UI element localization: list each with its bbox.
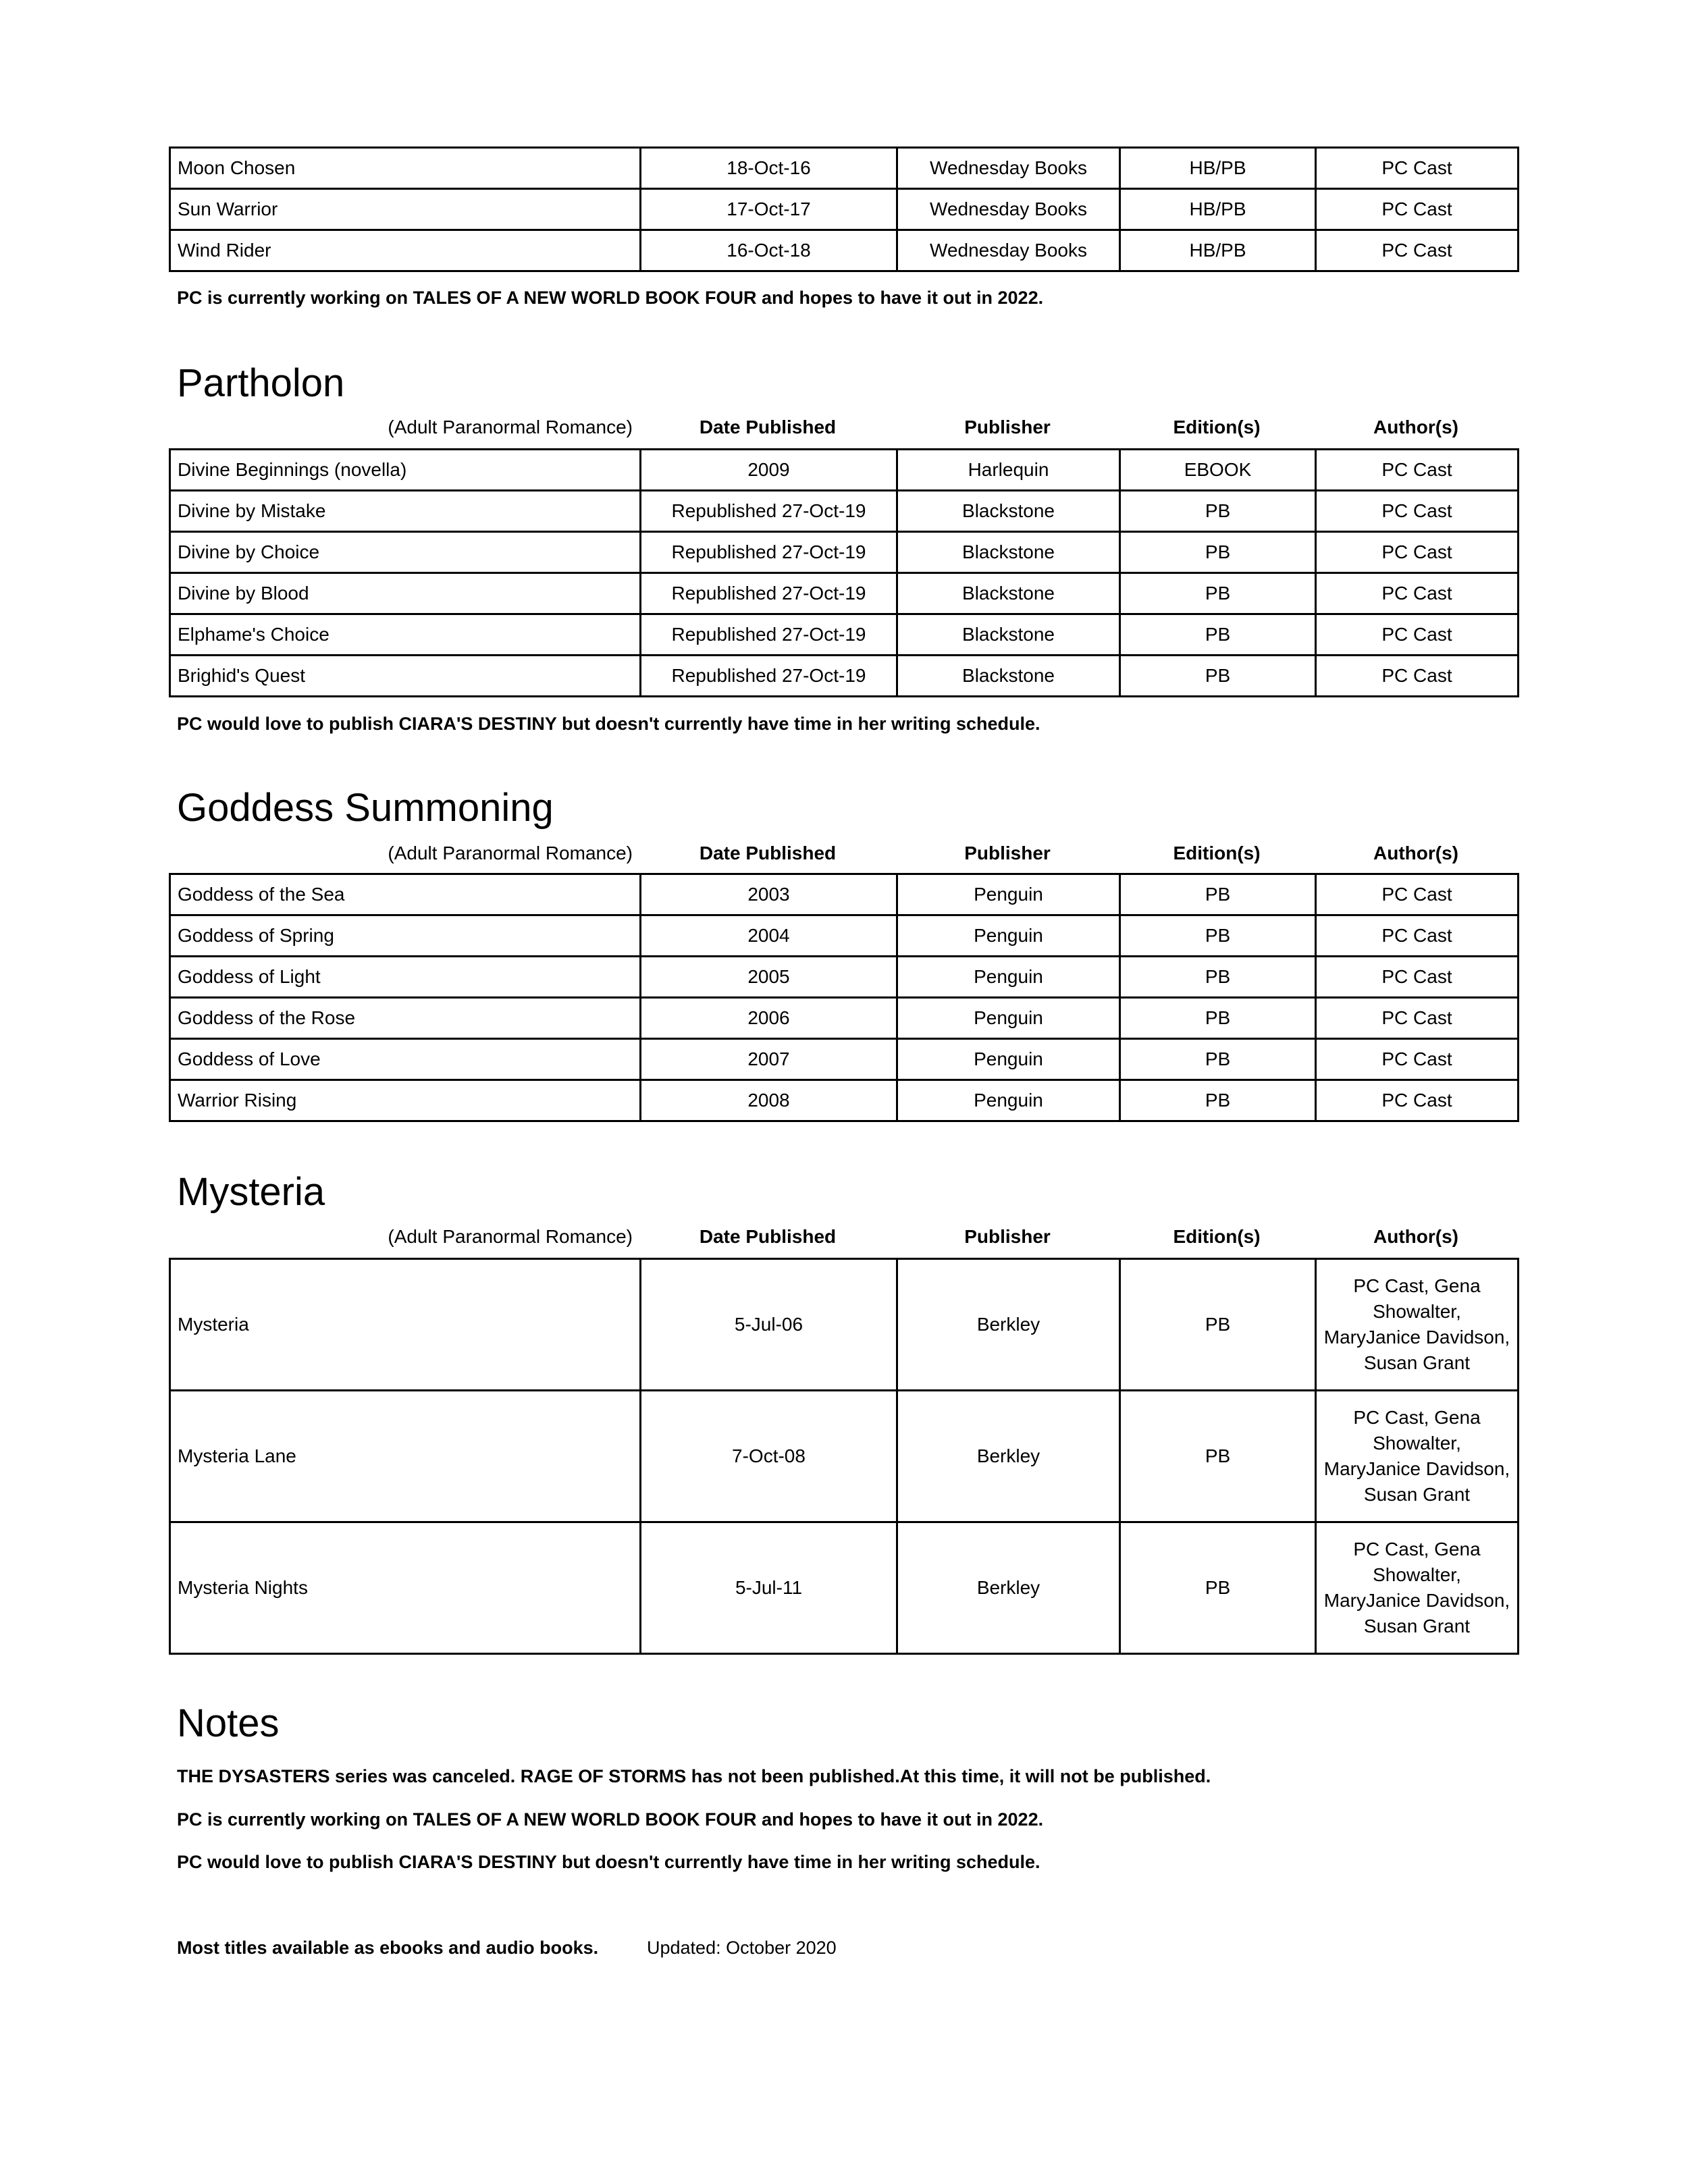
table-row — [170, 957, 1519, 998]
book-publisher: Wednesday Books — [897, 189, 1120, 230]
book-publisher: Penguin — [897, 915, 1120, 957]
book-edition: PB — [1120, 1039, 1316, 1080]
section-heading-mysteria: Mysteria — [177, 1170, 325, 1214]
table-row — [170, 532, 1519, 573]
column-header-authors: Author(s) — [1373, 843, 1458, 863]
updated-date: Updated: October 2020 — [647, 1938, 837, 1958]
note-line: PC would love to publish CIARA'S DESTINY but doesn't currently have time in her writing schedule. — [177, 1852, 1040, 1872]
book-author: PC Cast — [1316, 614, 1519, 656]
book-author: PC Cast — [1316, 148, 1519, 189]
book-author: PC Cast — [1316, 230, 1519, 271]
book-date: 2007 — [641, 1039, 897, 1080]
book-edition: PB — [1120, 915, 1316, 957]
book-edition: HB/PB — [1120, 189, 1316, 230]
book-author: PC Cast — [1316, 998, 1519, 1039]
book-title: Goddess of the Sea — [170, 874, 641, 915]
column-header-date: Date Published — [699, 843, 837, 863]
book-date: Republished 27-Oct-19 — [641, 614, 897, 656]
book-publisher: Penguin — [897, 1039, 1120, 1080]
book-author: PC Cast — [1316, 957, 1519, 998]
book-title: Moon Chosen — [170, 148, 641, 189]
partholon-table — [169, 448, 1519, 697]
book-author: PC Cast, Gena Showalter, MaryJanice Davidson, Susan Grant — [1316, 1259, 1519, 1391]
table-row — [170, 230, 1519, 271]
table-row — [170, 491, 1519, 532]
table-row — [170, 1039, 1519, 1080]
section-heading-partholon: Partholon — [177, 361, 345, 405]
column-header-authors: Author(s) — [1373, 417, 1458, 437]
book-date: Republished 27-Oct-19 — [641, 573, 897, 614]
book-author: PC Cast — [1316, 1039, 1519, 1080]
book-edition: PB — [1120, 656, 1316, 697]
book-date: 18-Oct-16 — [641, 148, 897, 189]
book-author: PC Cast — [1316, 532, 1519, 573]
mysteria-table — [169, 1258, 1519, 1655]
book-edition: HB/PB — [1120, 148, 1316, 189]
book-publisher: Penguin — [897, 998, 1120, 1039]
section-heading-goddess-summoning: Goddess Summoning — [177, 786, 554, 830]
table-row — [170, 1259, 1519, 1391]
book-edition: PB — [1120, 614, 1316, 656]
column-header-publisher: Publisher — [964, 843, 1051, 863]
book-title: Goddess of Light — [170, 957, 641, 998]
book-date: Republished 27-Oct-19 — [641, 532, 897, 573]
book-edition: PB — [1120, 1391, 1316, 1522]
book-title: Mysteria Nights — [170, 1522, 641, 1654]
book-date: 2009 — [641, 450, 897, 491]
book-date: 5-Jul-06 — [641, 1259, 897, 1391]
book-edition: PB — [1120, 573, 1316, 614]
goddess-summoning-table — [169, 873, 1519, 1122]
book-title: Divine by Blood — [170, 573, 641, 614]
book-author: PC Cast, Gena Showalter, MaryJanice Davidson, Susan Grant — [1316, 1391, 1519, 1522]
book-date: 5-Jul-11 — [641, 1522, 897, 1654]
table-row — [170, 450, 1519, 491]
table-row — [170, 573, 1519, 614]
column-header-publisher: Publisher — [964, 1226, 1051, 1247]
table-row — [170, 998, 1519, 1039]
table-row — [170, 189, 1519, 230]
genre-label: (Adult Paranormal Romance) — [388, 417, 633, 437]
book-date: 2008 — [641, 1080, 897, 1121]
table-row — [170, 656, 1519, 697]
book-title: Divine Beginnings (novella) — [170, 450, 641, 491]
book-date: 16-Oct-18 — [641, 230, 897, 271]
book-title: Goddess of Love — [170, 1039, 641, 1080]
book-date: 2004 — [641, 915, 897, 957]
book-author: PC Cast — [1316, 915, 1519, 957]
book-publisher: Wednesday Books — [897, 230, 1120, 271]
book-date: 2005 — [641, 957, 897, 998]
table-row — [170, 1522, 1519, 1654]
book-author: PC Cast — [1316, 874, 1519, 915]
book-edition: EBOOK — [1120, 450, 1316, 491]
book-publisher: Penguin — [897, 957, 1120, 998]
note-line: THE DYSASTERS series was canceled. RAGE OF STORMS has not been published.At this time, it will not be published. — [177, 1766, 1211, 1786]
book-date: Republished 27-Oct-19 — [641, 656, 897, 697]
column-header-authors: Author(s) — [1373, 1226, 1458, 1247]
book-title: Mysteria Lane — [170, 1391, 641, 1522]
book-edition: PB — [1120, 1080, 1316, 1121]
book-date: 7-Oct-08 — [641, 1391, 897, 1522]
genre-label: (Adult Paranormal Romance) — [388, 843, 633, 863]
column-header-editions: Edition(s) — [1173, 843, 1261, 863]
book-title: Goddess of Spring — [170, 915, 641, 957]
partholon-note: PC would love to publish CIARA'S DESTINY but doesn't currently have time in her writing schedule. — [177, 714, 1040, 734]
book-title: Elphame's Choice — [170, 614, 641, 656]
table-row — [170, 874, 1519, 915]
book-title: Goddess of the Rose — [170, 998, 641, 1039]
book-publisher: Berkley — [897, 1522, 1120, 1654]
book-date: 2006 — [641, 998, 897, 1039]
book-author: PC Cast — [1316, 656, 1519, 697]
book-publisher: Wednesday Books — [897, 148, 1120, 189]
book-edition: PB — [1120, 1522, 1316, 1654]
book-publisher: Blackstone — [897, 573, 1120, 614]
column-header-editions: Edition(s) — [1173, 1226, 1261, 1247]
book-edition: HB/PB — [1120, 230, 1316, 271]
book-publisher: Berkley — [897, 1259, 1120, 1391]
availability-note: Most titles available as ebooks and audio books. — [177, 1938, 599, 1958]
book-author: PC Cast — [1316, 573, 1519, 614]
book-edition: PB — [1120, 874, 1316, 915]
book-title: Divine by Mistake — [170, 491, 641, 532]
book-date: 2003 — [641, 874, 897, 915]
book-publisher: Harlequin — [897, 450, 1120, 491]
section-heading-notes: Notes — [177, 1701, 280, 1745]
book-title: Warrior Rising — [170, 1080, 641, 1121]
table-row — [170, 148, 1519, 189]
genre-label: (Adult Paranormal Romance) — [388, 1226, 633, 1247]
book-author: PC Cast — [1316, 450, 1519, 491]
book-edition: PB — [1120, 957, 1316, 998]
book-edition: PB — [1120, 491, 1316, 532]
book-publisher: Penguin — [897, 1080, 1120, 1121]
book-date: 17-Oct-17 — [641, 189, 897, 230]
book-publisher: Blackstone — [897, 614, 1120, 656]
book-author: PC Cast, Gena Showalter, MaryJanice Davidson, Susan Grant — [1316, 1522, 1519, 1654]
book-edition: PB — [1120, 998, 1316, 1039]
table-row — [170, 1391, 1519, 1522]
table-row — [170, 614, 1519, 656]
book-edition: PB — [1120, 532, 1316, 573]
book-publisher: Blackstone — [897, 656, 1120, 697]
table-row — [170, 915, 1519, 957]
book-publisher: Berkley — [897, 1391, 1120, 1522]
book-publisher: Blackstone — [897, 532, 1120, 573]
book-title: Sun Warrior — [170, 189, 641, 230]
column-header-editions: Edition(s) — [1173, 417, 1261, 437]
book-publisher: Penguin — [897, 874, 1120, 915]
book-author: PC Cast — [1316, 189, 1519, 230]
tales-note: PC is currently working on TALES OF A NEW WORLD BOOK FOUR and hopes to have it out in 2022. — [177, 288, 1044, 308]
book-author: PC Cast — [1316, 491, 1519, 532]
book-publisher: Blackstone — [897, 491, 1120, 532]
column-header-publisher: Publisher — [964, 417, 1051, 437]
tales-table — [169, 147, 1519, 272]
book-date: Republished 27-Oct-19 — [641, 491, 897, 532]
book-title: Wind Rider — [170, 230, 641, 271]
column-header-date: Date Published — [699, 417, 837, 437]
note-line: PC is currently working on TALES OF A NEW WORLD BOOK FOUR and hopes to have it out in 2022. — [177, 1809, 1044, 1830]
book-author: PC Cast — [1316, 1080, 1519, 1121]
book-title: Mysteria — [170, 1259, 641, 1391]
book-edition: PB — [1120, 1259, 1316, 1391]
book-title: Divine by Choice — [170, 532, 641, 573]
book-title: Brighid's Quest — [170, 656, 641, 697]
table-row — [170, 1080, 1519, 1121]
column-header-date: Date Published — [699, 1226, 837, 1247]
